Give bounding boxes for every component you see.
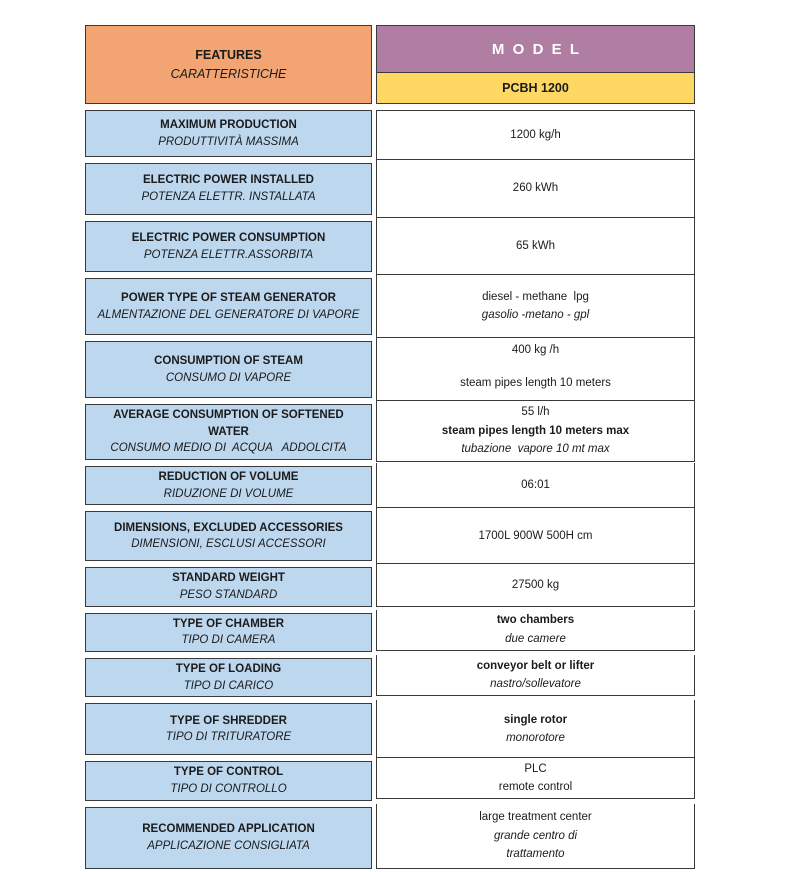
- value-cell: [376, 758, 695, 799]
- model-name-band: [376, 73, 695, 104]
- value-cell: [376, 110, 695, 160]
- spec-table: [85, 25, 695, 869]
- feature-cell: [85, 221, 372, 272]
- feature-label-en: DIMENSIONS, EXCLUDED ACCESSORIES: [114, 521, 343, 534]
- feature-cell: [85, 761, 372, 800]
- value-cell: [376, 655, 695, 696]
- value-line: diesel - methane lpg: [482, 290, 589, 303]
- feature-label-it: ALMENTAZIONE DEL GENERATORE DI VAPORE: [97, 308, 360, 321]
- value-line: single rotor: [503, 713, 568, 726]
- feature-cell: [85, 613, 372, 652]
- value-line: conveyor belt or lifter: [476, 659, 595, 672]
- value-cell: [376, 610, 695, 651]
- feature-cell: [85, 703, 372, 755]
- feature-label-en: TYPE OF SHREDDER: [170, 714, 287, 727]
- feature-label-en: TYPE OF CHAMBER: [172, 617, 285, 630]
- feature-label-it: TIPO DI TRITURATORE: [165, 731, 292, 744]
- value-cell: [376, 338, 695, 401]
- feature-label-en: TYPE OF LOADING: [175, 663, 282, 676]
- value-line: steam pipes length 10 meters: [460, 376, 611, 389]
- value-cell: [376, 804, 695, 869]
- feature-label-en: TYPE OF CONTROL: [173, 766, 284, 779]
- value-line: 27500 kg: [511, 579, 560, 592]
- value-line: 65 kWh: [516, 239, 555, 252]
- feature-label-it: DIMENSIONI, ESCLUSI ACCESSORI: [131, 538, 326, 551]
- model-label: MODEL: [491, 40, 588, 58]
- feature-label-en: MAXIMUM PRODUCTION: [160, 118, 297, 131]
- value-cell: [376, 401, 695, 462]
- feature-cell: [85, 404, 372, 460]
- spec-rows: [85, 110, 695, 869]
- value-cell: [376, 508, 695, 564]
- feature-label-en: REDUCTION OF VOLUME: [158, 471, 299, 484]
- value-cell: [376, 700, 695, 758]
- feature-cell: [85, 110, 372, 157]
- value-line: 1200 kg/h: [510, 128, 561, 141]
- feature-cell: [85, 511, 372, 561]
- feature-label-en: ELECTRIC POWER CONSUMPTION: [131, 231, 326, 244]
- value-cell: [376, 218, 695, 275]
- value-line: large treatment center: [479, 811, 592, 824]
- value-line: two chambers: [496, 614, 575, 627]
- features-label-en: FEATURES: [195, 48, 262, 63]
- feature-label-en: POWER TYPE OF STEAM GENERATOR: [121, 291, 336, 304]
- feature-label-en: STANDARD WEIGHT: [172, 572, 285, 585]
- feature-label-it: CONSUMO DI VAPORE: [165, 371, 292, 384]
- value-line: 400 kg /h: [511, 344, 560, 356]
- feature-cell: [85, 658, 372, 697]
- feature-label-it: TIPO DI CAMERA: [181, 634, 276, 647]
- model-header-cell: [376, 25, 695, 104]
- feature-cell: [85, 341, 372, 398]
- value-line: monorotore: [506, 731, 565, 744]
- value-cell: [376, 463, 695, 508]
- value-line: grande centro di: [493, 829, 578, 842]
- features-header-cell: [85, 25, 372, 104]
- feature-cell: [85, 466, 372, 505]
- model-name: PCBH 1200: [502, 81, 569, 95]
- feature-label-en: RECOMMENDED APPLICATION: [142, 823, 315, 836]
- value-line: 1700L 900W 500H cm: [478, 529, 593, 542]
- feature-cell: [85, 567, 372, 606]
- feature-label-it: POTENZA ELETTR. INSTALLATA: [141, 191, 316, 203]
- features-label-it: CARATTERISTICHE: [170, 66, 287, 81]
- feature-label-it: APPLICAZIONE CONSIGLIATA: [147, 839, 310, 852]
- value-line: steam pipes length 10 meters max: [441, 424, 630, 437]
- value-cell: [376, 275, 695, 338]
- value-line: trattamento: [506, 847, 565, 860]
- feature-label-en: AVERAGE CONSUMPTION OF SOFTENED WATER: [113, 409, 347, 438]
- value-line: tubazione vapore 10 mt max: [461, 443, 610, 456]
- feature-label-it: PRODUTTIVITÀ MASSIMA: [158, 135, 299, 148]
- feature-label-en: ELECTRIC POWER INSTALLED: [142, 174, 314, 187]
- value-line: PLC: [524, 763, 547, 775]
- table-header: [85, 25, 695, 104]
- feature-cell: [85, 278, 372, 335]
- value-line: due camere: [505, 632, 566, 645]
- feature-label-it: PESO STANDARD: [179, 589, 278, 602]
- feature-cell: [85, 807, 372, 869]
- value-cell: [376, 564, 695, 607]
- value-cell: [376, 160, 695, 218]
- value-line: gasolio -metano - gpl: [481, 309, 590, 321]
- feature-label-it: TIPO DI CONTROLLO: [170, 783, 287, 796]
- model-header-band: [376, 25, 695, 73]
- value-line: remote control: [498, 781, 573, 794]
- value-line: 260 kWh: [512, 182, 559, 195]
- feature-label-en: CONSUMPTION OF STEAM: [154, 354, 303, 367]
- feature-label-it: POTENZA ELETTR.ASSORBITA: [143, 248, 314, 261]
- feature-label-it: CONSUMO MEDIO DI ACQUA ADDOLCITA: [110, 442, 347, 455]
- feature-label-it: TIPO DI CARICO: [183, 679, 274, 692]
- feature-cell: [85, 163, 372, 215]
- feature-label-it: RIDUZIONE DI VOLUME: [163, 487, 294, 500]
- value-line: 55 l/h: [521, 406, 550, 419]
- value-line: 06:01: [521, 478, 550, 491]
- value-line: nastro/sollevatore: [490, 678, 581, 691]
